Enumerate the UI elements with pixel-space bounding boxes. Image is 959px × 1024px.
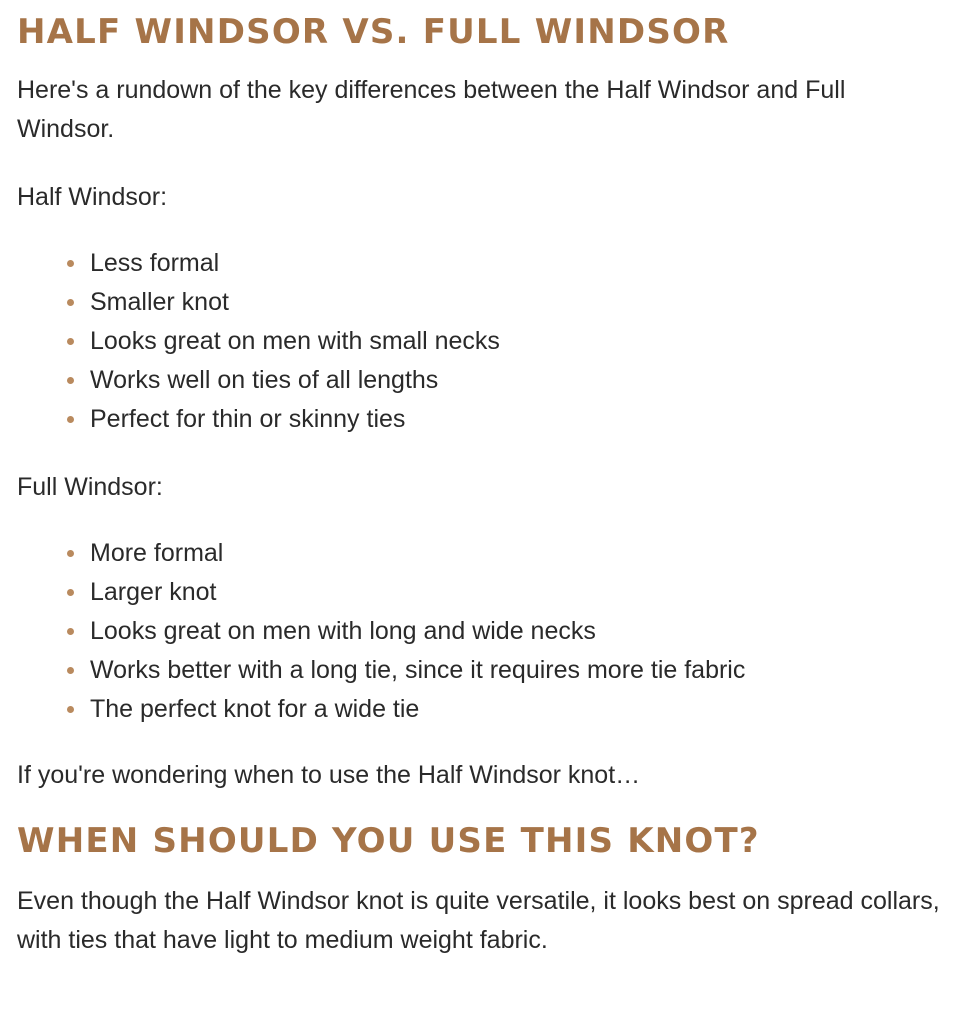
- full-windsor-list: [17, 534, 947, 729]
- list-item-text: Looks great on men with small necks: [90, 327, 500, 355]
- half-windsor-label: Half Windsor:: [17, 183, 168, 211]
- list-item-text: Less formal: [90, 249, 220, 277]
- closing-paragraph: Even though the Half Windsor knot is quite versatile, it looks best on spread collars, with ties that have light to medium weight fabric.: [17, 887, 940, 954]
- list-item-text: More formal: [90, 539, 224, 567]
- half-windsor-list: [17, 244, 947, 439]
- list-item: [67, 361, 947, 400]
- section-heading-half-vs-full: HALF WINDSOR VS. FULL WINDSOR: [17, 12, 730, 52]
- bullet-icon: [67, 416, 74, 423]
- transition-paragraph: If you're wondering when to use the Half Windsor knot…: [17, 761, 641, 789]
- article-content: [17, 0, 947, 960]
- list-item: [67, 244, 947, 283]
- section-heading-when-to-use: WHEN SHOULD YOU USE THIS KNOT?: [17, 821, 760, 861]
- list-item-text: Works better with a long tie, since it requires more tie fabric: [90, 656, 746, 684]
- list-item-text: Perfect for thin or skinny ties: [90, 405, 406, 433]
- bullet-icon: [67, 550, 74, 557]
- intro-paragraph: Here's a rundown of the key differences between the Half Windsor and Full Windsor.: [17, 76, 846, 143]
- list-item-text: Looks great on men with long and wide necks: [90, 617, 596, 645]
- bullet-icon: [67, 589, 74, 596]
- list-item: [67, 612, 947, 651]
- list-item-text: The perfect knot for a wide tie: [90, 695, 420, 723]
- list-item: [67, 400, 947, 439]
- list-item: [67, 283, 947, 322]
- bullet-icon: [67, 377, 74, 384]
- list-item: [67, 651, 947, 690]
- bullet-icon: [67, 299, 74, 306]
- bullet-icon: [67, 260, 74, 267]
- list-item: [67, 690, 947, 729]
- list-item-text: Larger knot: [90, 578, 217, 606]
- list-item: [67, 573, 947, 612]
- bullet-icon: [67, 628, 74, 635]
- list-item: [67, 322, 947, 361]
- bullet-icon: [67, 706, 74, 713]
- list-item: [67, 534, 947, 573]
- bullet-icon: [67, 667, 74, 674]
- list-item-text: Smaller knot: [90, 288, 229, 316]
- full-windsor-label: Full Windsor:: [17, 473, 163, 501]
- list-item-text: Works well on ties of all lengths: [90, 366, 439, 394]
- bullet-icon: [67, 338, 74, 345]
